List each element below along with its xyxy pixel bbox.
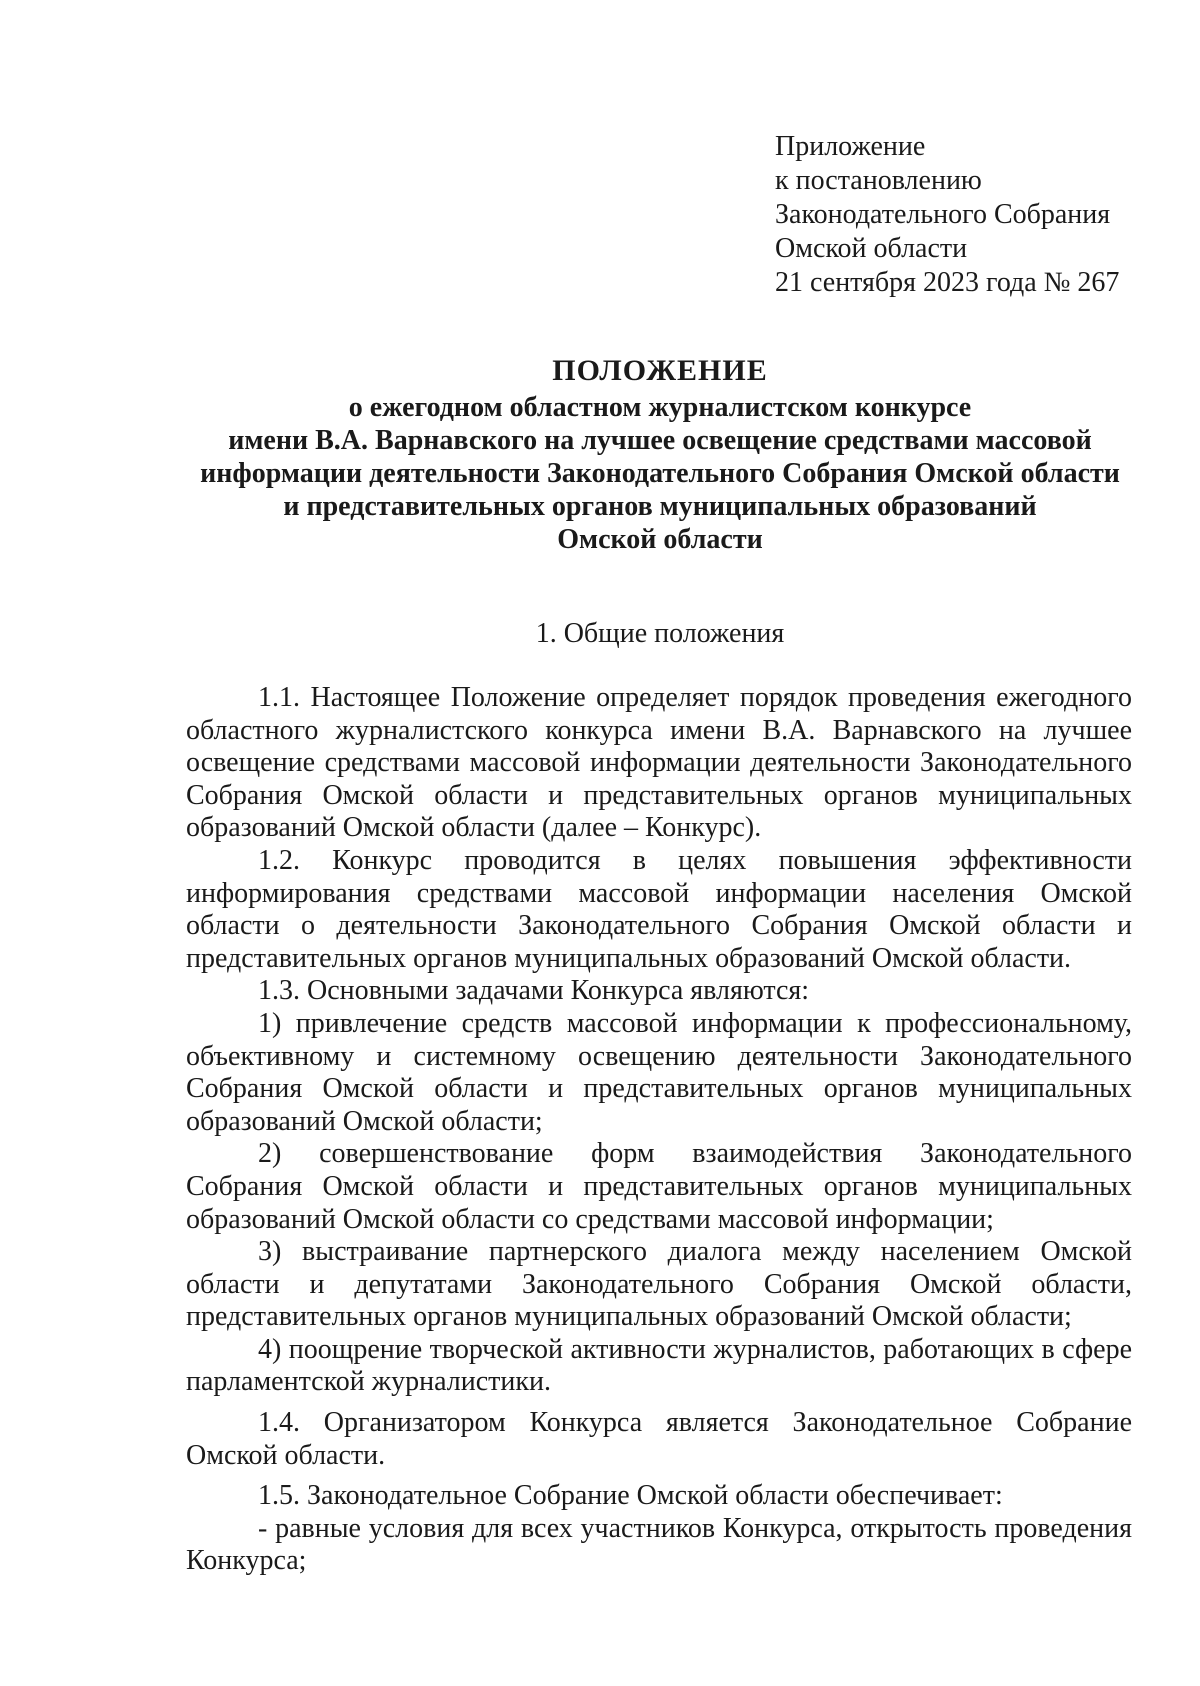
paragraph-1-5-item-1: - равные условия для всех участников Конкурса, открытость проведения Конкурса; xyxy=(186,1512,1132,1577)
section-body xyxy=(186,682,1132,1578)
title-main: ПОЛОЖЕНИЕ xyxy=(552,354,768,387)
paragraph-1-3-item-4: 4) поощрение творческой активности журналистов, работающих в сфере парламентской журналистики. xyxy=(186,1333,1132,1398)
paragraph-1-1: 1.1. Настоящее Положение определяет порядок проведения ежегодного областного журналистского конкурса имени В.А. Варнавского на лучшее освещение средствами массовой информации деятельности Законодательного Собрания Омской области и представительных органов муниципальных образований Омской области (далее – Конкурс). xyxy=(186,682,1132,844)
appendix-line: Законодательного Собрания xyxy=(775,199,1111,230)
paragraph-1-5: 1.5. Законодательное Собрание Омской области обеспечивает: xyxy=(258,1480,1003,1512)
document-title xyxy=(150,354,1170,556)
title-line: и представительных органов муниципальных образований xyxy=(283,491,1037,522)
paragraph-1-3-item-3: 3) выстраивание партнерского диалога между населением Омской области и депутатами Законодательного Собрания Омской области, представительных органов муниципальных образований Омской области; xyxy=(186,1236,1132,1333)
paragraph-1-3-item-2: 2) совершенствование форм взаимодействия Законодательного Собрания Омской области и представительных органов муниципальных образований Омской области со средствами массовой информации; xyxy=(186,1138,1132,1235)
paragraph-1-3-item-1: 1) привлечение средств массовой информации к профессиональному, объективному и системному освещению деятельности Законодательного Собрания Омской области и представительных органов муниципальных образований Омской области; xyxy=(186,1007,1132,1137)
title-line: Омской области xyxy=(557,524,763,555)
appendix-line: Омской области xyxy=(775,233,968,264)
paragraph-1-2: 1.2. Конкурс проводится в целях повышения эффективности информирования средствами массовой информации населения Омской области о деятельности Законодательного Собрания Омской области и представительных органов муниципальных образований Омской области. xyxy=(186,844,1132,974)
title-line: о ежегодном областном журналистском конкурсе xyxy=(348,392,972,423)
title-line: информации деятельности Законодательного Собрания Омской области xyxy=(200,458,1120,489)
section-heading: 1. Общие положения xyxy=(535,618,785,649)
paragraph-1-3: 1.3. Основными задачами Конкурса являются: xyxy=(258,975,810,1007)
appendix-line: к постановлению xyxy=(775,165,982,196)
title-line: имени В.А. Варнавского на лучшее освещение средствами массовой xyxy=(228,425,1092,456)
appendix-line: Приложение xyxy=(775,131,926,162)
paragraph-1-4: 1.4. Организатором Конкурса является Законодательное Собрание Омской области. xyxy=(186,1407,1132,1471)
appendix-date-number: 21 сентября 2023 года № 267 xyxy=(775,267,1120,298)
appendix-block xyxy=(775,130,1119,300)
